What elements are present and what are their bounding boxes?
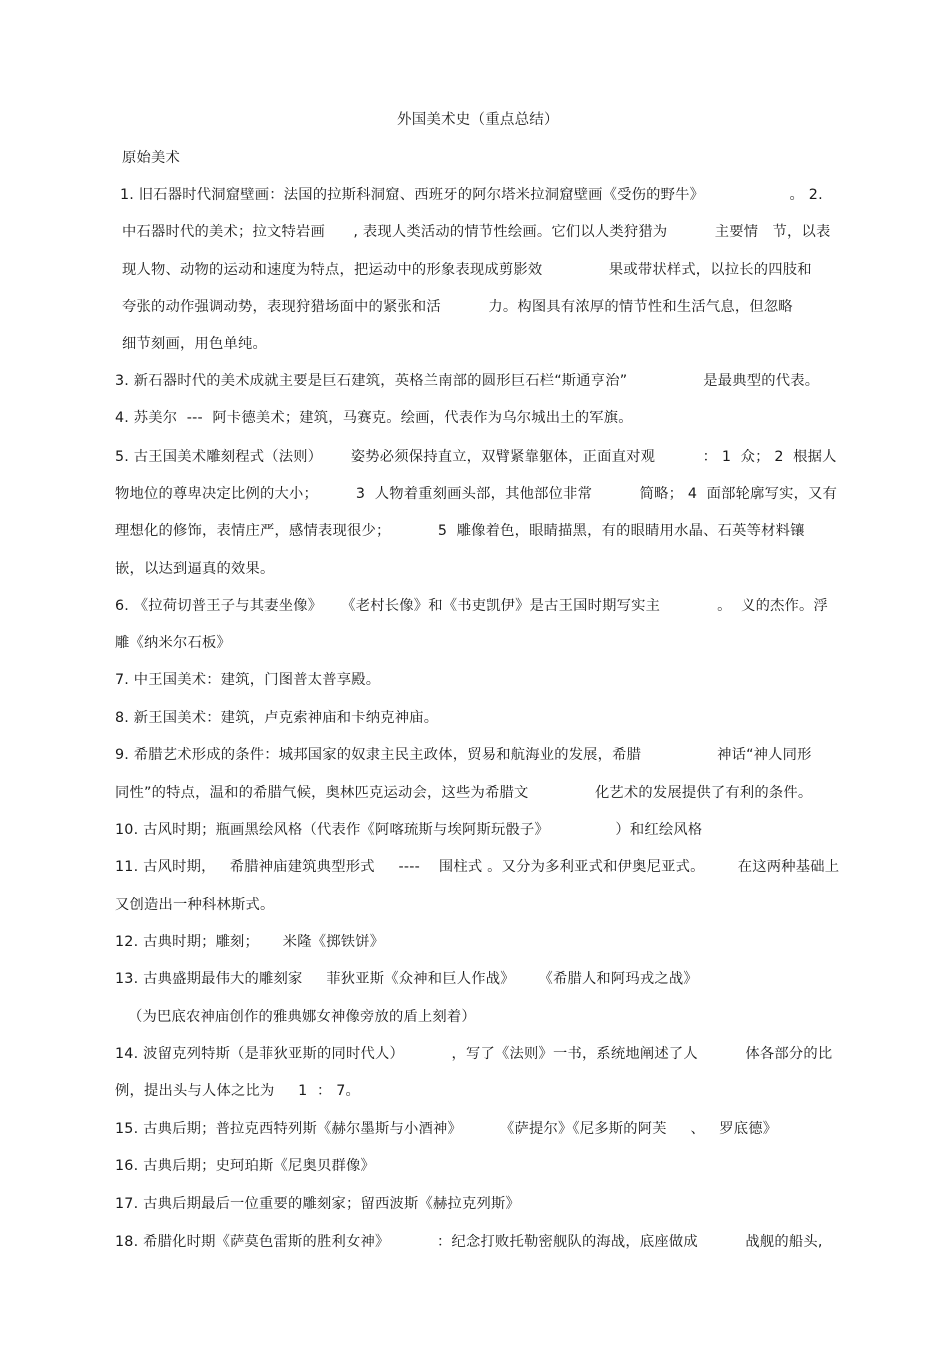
text-line: 8. 新王国美术：建筑，卢克索神庙和卡纳克神庙。: [115, 710, 439, 726]
text-line: 物地位的尊卑决定比例的大小； 3 人物着重刻画头部，其他部位非常 简略； 4 面部轮廓写实，又有: [115, 486, 838, 502]
text-line: 14. 波留克列特斯（是菲狄亚斯的同时代人） ，写了《法则》一书，系统地阐述了人 体各部分的比: [115, 1046, 833, 1062]
text-line: 4. 苏美尔 --- 阿卡德美术；建筑，马赛克。绘画，代表作为乌尔城出土的军旗。: [115, 410, 633, 426]
text-line: 11. 古风时期， 希腊神庙建筑典型形式 ---- 围柱式 。又分为多利亚式和伊奥尼亚式。 在这两种基础上: [115, 859, 840, 875]
text-line: 10. 古风时期；瓶画黑绘风格（代表作《阿喀琉斯与埃阿斯玩骰子》 ）和红绘风格: [115, 822, 703, 838]
text-line: 雕《纳米尔石板》: [115, 635, 231, 651]
page-title: 外国美术史（重点总结）: [397, 112, 559, 128]
text-line: 3. 新石器时代的美术成就主要是巨石建筑，英格兰南部的圆形巨石栏“斯通亨治” 是最典型的代表。: [115, 373, 820, 389]
text-line: 13. 古典盛期最伟大的雕刻家 菲狄亚斯《众神和巨人作战》 《希腊人和阿玛戎之战》: [115, 971, 698, 987]
text-line: 15. 古典后期；普拉克西特列斯《赫尔墨斯与小酒神》 《萨提尔》《尼多斯的阿芙 、 罗底德》: [115, 1121, 778, 1137]
text-line: 细节刻画，用色单纯。: [122, 336, 267, 352]
text-line: 夸张的动作强调动势，表现狩猎场面中的紧张和活 力。构图具有浓厚的情节性和生活气息，但忽略: [122, 299, 793, 315]
text-line: 5. 古王国美术雕刻程式（法则） 姿势必须保持直立，双臂紧靠躯体，正面直对观 ： 1 众； 2 根据人: [115, 449, 837, 465]
text-line: 6. 《拉荷切普王子与其妻坐像》 《老村长像》和《书吏凯伊》是古王国时期写实主 。 义的杰作。浮: [115, 598, 829, 614]
text-line: 同性”的特点，温和的希腊气候，奥林匹克运动会，这些为希腊文 化艺术的发展提供了有利的条件。: [115, 785, 813, 801]
text-line: （为巴底农神庙创作的雅典娜女神像旁放的盾上刻着）: [128, 1009, 476, 1025]
text-line: 理想化的修饰，表情庄严，感情表现很少； 5 雕像着色，眼睛描黑，有的眼睛用水晶、石英等材料镶: [115, 523, 805, 539]
text-line: 18. 希腊化时期《萨莫色雷斯的胜利女神》 ：纪念打败托勒密舰队的海战，底座做成 战舰的船头,: [115, 1234, 823, 1250]
text-line: 中石器时代的美术；拉文特岩画 , 表现人类活动的情节性绘画。它们以人类狩猎为 主要情 节，以表: [122, 224, 831, 240]
text-line: 例，提出头与人体之比为 1 ： 7。: [115, 1083, 361, 1099]
text-line: 现人物、动物的运动和速度为特点，把运动中的形象表现成剪影效 果或带状样式，以拉长的四肢和: [122, 262, 812, 278]
text-line: 16. 古典后期；史珂珀斯《尼奥贝群像》: [115, 1158, 376, 1174]
text-line: 12. 古典时期；雕刻； 米隆《掷铁饼》: [115, 934, 385, 950]
text-line: 又创造出一种科林斯式。: [115, 897, 275, 913]
text-line: 嵌，以达到逼真的效果。: [115, 561, 275, 577]
text-line: 7. 中王国美术：建筑，门图普太普享殿。: [115, 672, 381, 688]
text-line: 9. 希腊艺术形成的条件：城邦国家的奴隶主民主政体，贸易和航海业的发展，希腊 神话“神人同形: [115, 747, 812, 763]
text-line: 1. 旧石器时代洞窟壁画：法国的拉斯科洞窟、西班牙的阿尔塔米拉洞窟壁画《受伤的野牛》 。 2.: [120, 187, 823, 203]
section-heading: 原始美术: [122, 150, 180, 166]
text-line: 17. 古典后期最后一位重要的雕刻家；留西波斯《赫拉克列斯》: [115, 1196, 520, 1212]
